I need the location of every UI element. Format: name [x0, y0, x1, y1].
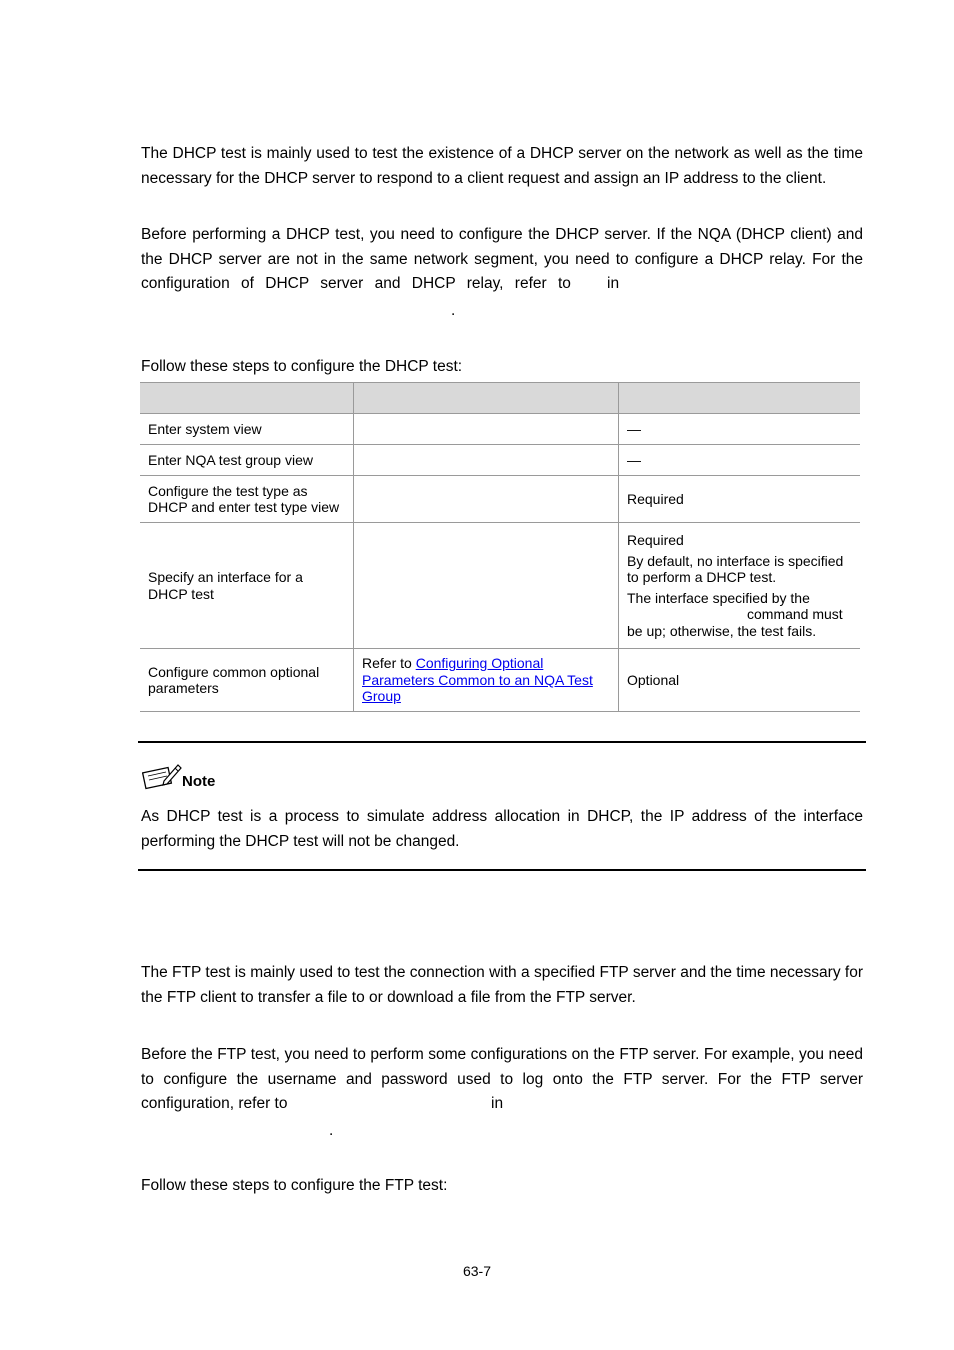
todo-cell: Configure the test type as DHCP and enter test type view: [140, 476, 354, 523]
table-row: [140, 649, 860, 712]
dhcp-prereq-paragraph: [141, 222, 863, 272]
header-cell: [354, 383, 619, 414]
ftp-prereq-text: Before the FTP test, you need to perform some configurations on the FTP server. For example, you need to configure the username and password used to log onto the FTP server. For the FTP server: [141, 1046, 863, 1088]
ftp-steps-intro: Follow these steps to configure the FTP test:: [141, 1177, 448, 1194]
dhcp-steps-intro: Follow these steps to configure the DHCP test:: [141, 358, 463, 375]
remark-interface: [627, 590, 852, 640]
dhcp-prereq-text: Before performing a DHCP test, you need to configure the DHCP server. If the NQA (DHCP client) and the DHCP server are not in the same network segment, you need to configure a DHCP relay. For the: [141, 226, 863, 268]
command-cell: [354, 414, 619, 445]
remark-required: Required: [627, 532, 684, 548]
ftp-prereq-paragraph: [141, 1042, 863, 1092]
dhcp-intro-paragraph: The DHCP test is mainly used to test the existence of a DHCP server on the network as well as the time necessary for the DHCP server to respond to a client request and assign an IP address to the client.: [141, 145, 863, 187]
todo-cell: Enter NQA test group view: [140, 445, 354, 476]
todo-cell: Enter system view: [140, 414, 354, 445]
refer-to-text: Refer to: [362, 655, 412, 672]
header-cell: [619, 383, 861, 414]
remarks-cell: Optional: [619, 649, 861, 712]
table-row: [140, 414, 860, 445]
optional-params-link[interactable]: Configuring Optional Parameters Common to an NQA Test Group: [362, 655, 593, 705]
command-cell: [354, 476, 619, 523]
ftp-intro-paragraph: The FTP test is mainly used to test the connection with a specified FTP server and the time necessary for the FTP client to transfer a file to or download a file from the FTP server.: [141, 964, 863, 1006]
todo-cell: Specify an interface for a DHCP test: [140, 523, 354, 649]
header-cell: [140, 383, 354, 414]
table-header-row: [140, 383, 860, 414]
ftp-prereq-line3: configuration, refer to: [141, 1095, 288, 1112]
dhcp-prereq-line3: configuration of DHCP server and DHCP relay, refer to: [141, 275, 571, 292]
command-cell: [354, 445, 619, 476]
remarks-cell: Required: [619, 476, 861, 523]
remark-interface-part1: The interface specified by the: [627, 589, 810, 606]
ftp-prereq-period: .: [329, 1122, 334, 1139]
ftp-prereq-in: in: [491, 1095, 504, 1112]
note-title: Note: [182, 773, 216, 790]
table-row: [140, 523, 860, 649]
remarks-cell: —: [619, 445, 861, 476]
table-row: [140, 476, 860, 523]
remarks-cell: —: [619, 414, 861, 445]
command-cell: [354, 649, 619, 712]
remarks-cell: [619, 523, 861, 649]
note-pencil-icon: [142, 761, 182, 791]
dhcp-prereq-period: .: [451, 302, 456, 319]
page-number: 63-7: [462, 1263, 492, 1279]
remark-interface-part2: command must be up; otherwise, the test fails.: [627, 606, 843, 639]
command-cell: [354, 523, 619, 649]
todo-cell: Configure common optional parameters: [140, 649, 354, 712]
note-bottom-rule: [138, 869, 866, 871]
dhcp-config-table: [140, 382, 860, 712]
remark-default: By default, no interface is specified to perform a DHCP test.: [627, 552, 844, 585]
dhcp-prereq-in: in: [607, 275, 620, 292]
note-top-rule: [138, 741, 866, 743]
note-text: As DHCP test is a process to simulate address allocation in DHCP, the IP address of the interface performing the DHCP test will not be changed.: [141, 808, 863, 850]
table-row: [140, 445, 860, 476]
